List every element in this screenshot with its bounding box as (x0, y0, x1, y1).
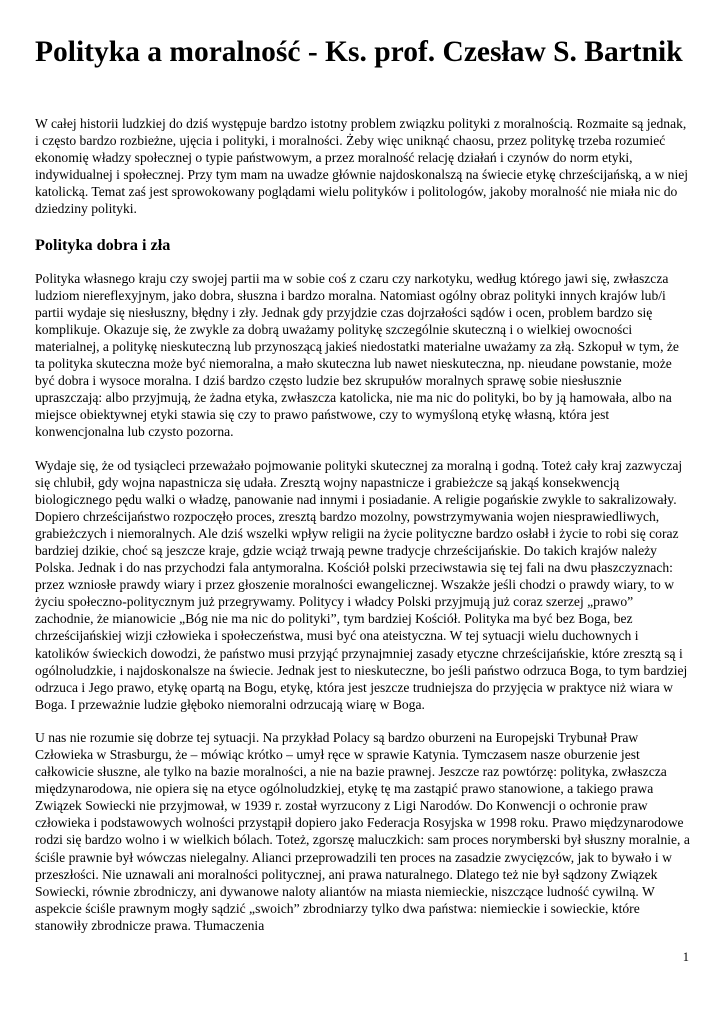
intro-paragraph: W całej historii ludzkiej do dziś występuje bardzo istotny problem związku polityki z moralnością. Rozmaite są jednak, i często bardzo rozbieżne, ujęcia i polityki, i moralności. Żeby więc uniknąć chaosu, przez politykę trzeba rozumieć ekonomię władzy społecznej o typie państwowym, a przez moralność relację działań i czynów do norm etyki, indywidualnej i społecznej. Przy tym mam na uwadze głównie najdoskonalszą na świecie etykę chrześcijańską, a w niej katolicką. Temat zaś jest sprowokowany poglądami wielu polityków i politologów, jakoby moralność nie miała nic do dziedziny polityki. (35, 116, 689, 217)
section-heading: Polityka dobra i zła (35, 235, 171, 254)
body-paragraph-3: U nas nie rozumie się dobrze tej sytuacji. Na przykład Polacy są bardzo oburzeni na Europejski Trybunał Praw Człowieka w Strasburgu, że – mówiąc krótko – umył ręce w sprawie Katynia. Tymczasem nasze oburzenie jest całkowicie słuszne, ale tylko na bazie moralności, a nie na bazie prawnej. Jeszcze raz powtórzę: polityka, zwłaszcza międzynarodowa, nie opiera się na etyce ogólnoludzkiej, etykę tę ma zastąpić prawo stanowione, a takiego prawa Związek Sowiecki nie przyjmował, w 1939 r. został wyrzucony z Ligi Narodów. Do Konwencji o ochronie praw człowieka i podstawowych wolności przystąpił dopiero jako Federacja Rosyjska w 1998 roku. Prawo międzynarodowe rodzi się bardzo wolno i w wielkich bólach. Toteż, zgorszę maluczkich: sam proces norymberski był słuszny moralnie, a ściśle prawnie był wówczas nielegalny. Alianci przeprowadzili ten proces na zasadzie zwycięzców, jak to bywało i w przeszłości. Nie uznawali ani moralności politycznej, ani prawa naturalnego. Dlatego też nie był sądzony Związek Sowiecki, równie zbrodniczy, ani dywanowe naloty aliantów na miasta niemieckie, niszczące ludność cywilną. W aspekcie ściśle prawnym mogły sądzić „swoich” zbrodniarzy tylko dwa państwa: niemieckie i sowieckie, które stanowiły zbrodnicze prawa. Tłumaczenia (35, 729, 690, 933)
page-number: 1 (682, 950, 689, 964)
body-paragraph-1: Polityka własnego kraju czy swojej partii ma w sobie coś z czaru czy narkotyku, według którego jawi się, zwłaszcza ludziom niereflexyjnym, jako dobra, słuszna i bardzo moralna. Natomiast ogólny obraz polityki innych krajów lub/i partii wydaje się niesłuszny, błędny i zły. Jednak gdy przyjdzie czas dojrzałości sądów i ocen, problem bardzo się komplikuje. Okazuje się, że zwykle za dobrą uważamy politykę szczególnie skuteczną i o wielkiej owocności materialnej, a politykę nieskuteczną lub przynoszącą jakieś niedostatki materialne uważamy za złą. Szkopuł w tym, że ta polityka skuteczna może być niemoralna, a mało skuteczna lub nawet nieskuteczna, np. nieudane powstanie, może być dobra i wysoce moralna. I dziś bardzo często ludzie bez skrupułów moralnych sprawę sobie niesłusznie upraszczają: albo przyjmują, że żadna etyka, zwłaszcza katolicka, nie ma nic do polityki, bo by ją hamowała, albo na miejsce obiektywnej etyki stawia się czy to prawo państwowe, czy to wymyśloną etykę własną, która jest konwencjonalna lub czysto pozorna. (35, 270, 679, 440)
body-paragraph-2: Wydaje się, że od tysiącleci przeważało pojmowanie polityki skutecznej za moralną i godną. Toteż cały kraj zazwyczaj się chlubił, gdy wojna napastnicza się udała. Zresztą wojny napastnicze i grabieżcze są jakąś konsekwencją biologicznego pędu walki o władzę, panowanie nad innymi i posiadanie. A religie pogańskie zwykle to sakralizowały. Dopiero chrześcijaństwo rozpoczęło proces, zresztą bardzo mozolny, powstrzymywania wojen niesprawiedliwych, grabieżczych i niemoralnych. Ale dziś wszelki wpływ religii na życie polityczne bardzo osłabł i życie to robi się coraz bardziej dzikie, choć są jeszcze kraje, gdzie wciąż trwają pewne tradycje chrześcijańskie. Do takich krajów należy Polska. Jednak i do nas przychodzi fala antymoralna. Kościół polski przeciwstawia się tej fali na dwu płaszczyznach: przez wzniosłe prawdy wiary i przez głoszenie moralności ewangelicznej. Wszakże jeśli chodzi o prawdy wiary, to w życiu społeczno-politycznym już przegrywamy. Politycy i władcy Polski przyjmują już coraz szerzej „prawo” zachodnie, że mianowicie „Bóg nie ma nic do polityki”, tym bardziej Kościół. Polityka ma być bez Boga, bez chrześcijańskiej wizji człowieka i społeczeństwa, musi być ona ateistyczna. W tej sytuacji wielu duchownych i katolików świeckich dowodzi, że państwo musi przyjąć przynajmniej zasady etyczne chrześcijańskie, które zresztą są i ogólnoludzkie, i najdoskonalsze na świecie. Jednak jest to nieskuteczne, bo jeśli państwo odrzuca Boga, to tym bardziej odrzuca i Jego prawo, etykę opartą na Bogu, etykę, która jest jeszcze trudniejsza do przyjęcia w praktyce niż wiara w Boga. I przeważnie ludzie głęboko niemoralni odrzucają wiarę w Boga. (35, 457, 688, 712)
document-title: Polityka a moralność - Ks. prof. Czesław S. Bartnik (35, 36, 683, 68)
